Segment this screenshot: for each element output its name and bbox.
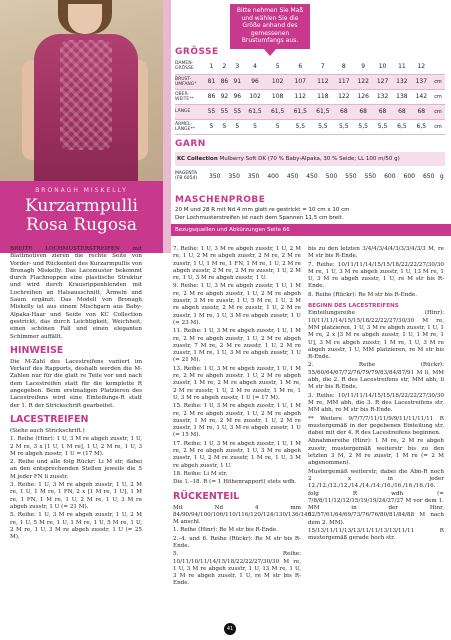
paragraph: Einteilungsreihe (Hinr): 10/11/11/14/15/15/18/22/22/27/30/30 M re, MM platzieren, 1 U, 3 M re abgeh zusstr, 1 U, 1 M re, 2 x [3 M re abgeh zusstr, 1 U, 1 M re, 1 U], 3 M re abgeh zusstr, 1 M re, 1 U, 3 M re abgeh zusstr, 1 U, MM platzieren, re M str bis R-Ende. [308, 310, 444, 361]
column-1 [10, 246, 142, 542]
yarn-amount-cell: 400 [267, 172, 279, 180]
column-2 [173, 246, 312, 589]
paragraph: 18. Reihe: Li M str. [173, 470, 228, 477]
hinweise-heading: HINWEISE [10, 344, 64, 356]
yarn-amount-cell: 450 [306, 172, 318, 180]
paragraph: 13. Reihe: 1 U, 3 M re abgeh zusstr, 1 U, 1 M re, 2 M re abgeh zusstr, 1 U, 2 M re abgeh zusstr, 1 M re, 2 M re abgeh zusstr, 1 M re, 2 M re zusstr, 1 U, 2 M re zusstr, 1 M re, 1 U, 3 M re abgeh zusstr, 1 U (= 17 M). [173, 365, 301, 401]
measure-note: Bitte nehmen Sie Maß und wählen Sie die Größe anhand des gemessenen Brustumfangs aus. [230, 4, 310, 49]
size-cell: 112 [289, 89, 312, 104]
size-row-label: ÄRMEL-LÄNGE** [175, 119, 205, 134]
size-cell: 127 [373, 74, 392, 89]
paragraph: 2. Reihe und alle folg Rückr: Li M str, dabei an den entsprechenden Stellen jeweils die 5 M jeder FN li zusstr. [10, 459, 142, 480]
size-cell: 91 [231, 74, 244, 89]
paragraph: Mit Nd 4 mm 84/90/94/100/106/110/116/120/124/130/136/140 M anschl. [173, 504, 312, 526]
gauge-line-1: 20 M und 28 R mit Nd 4 mm glatt re gestrickt = 10 cm x 10 cm [175, 207, 350, 213]
paragraph: bis zu den letzten 3/4/4/3/4/4/3/3/3/4/3/3 M, re M str bis R-Ende. [308, 246, 444, 260]
yarn-amount-table [175, 168, 445, 184]
paragraph: 15/13/11/11/13/13/11/11/13/13/11/11 R mustergemäß gerade hoch str. [308, 527, 444, 542]
size-cell: 5 [266, 59, 289, 74]
designer-name: BRONAGH MISKELLY [35, 187, 128, 194]
size-cell: 68 [392, 104, 411, 119]
size-cell: 55 [205, 104, 218, 119]
yarn-description [175, 152, 445, 166]
size-unit: cm [431, 104, 445, 119]
size-cell: 86 [218, 74, 231, 89]
size-cell: 6,5 [412, 119, 431, 134]
yarn-amount-cell: 500 [325, 172, 338, 180]
size-cell: 108 [266, 89, 289, 104]
sizes-table [175, 59, 445, 135]
size-cell: 12 [412, 59, 431, 74]
size-row [175, 104, 445, 119]
gauge-text [175, 207, 445, 222]
yarn-amount-cell: 550 [364, 172, 377, 180]
paragraph: 11. Reihe: 1 U, 3 M re abgeh zusstr, 1 U, 1 M re, 2 M re abgeh zusstr, 1 U, 2 M re abgeh zusstr, 7 M re, 2 M re zusstr, 1 U, 2 M re zusstr, 1 M re, 1 U, 3 M re abgeh zusstr, 1 U (= 21 M). [173, 328, 301, 364]
size-cell: 61,5 [266, 104, 289, 119]
size-cell: 5 [205, 119, 218, 134]
paragraph: 1. Reihe (Hinr): 1 U, 3 M re abgeh zusstr, 1 U, 2 M re, 3 x [1 U, 1 M re], 1 U, 2 M re, 1 U, 3 M re abgeh zusstr, 1 U = (17 M). [10, 436, 142, 457]
size-row [175, 59, 445, 74]
title-banner [0, 181, 163, 253]
paragraph: 5. Reihe: 1 U, 3 M re abgeh zusstr, 1 U, 2 M re, 1 U, 5 M re, 1 U, 1 M re, 1 U, 5 M re, 1 U, 2 M re, 1 U, 3 M re abgeh zusstr, 1 U (= 25 M). [10, 512, 142, 541]
size-cell: 1 [205, 59, 218, 74]
size-row [175, 89, 445, 104]
hinweise-text: Die M-Zahl des Lacestreifens variiert im Verlauf des Rapports, deshalb werden die M-Zahlen nur für die glatt re Teile vor und nach dem Lacestreifen statt für die komplette R angegeben. Beim erstmaligen Platzieren des Lacestreifens wird eine Einteilungs-R statt der 1. R der Strickschrift gearbeitet. [10, 358, 142, 409]
size-unit: cm [431, 89, 445, 104]
paragraph: Abnahmereihe (Hinr): 1 M re, 2 M re abgeh zusstr, mustergemäß weiterstr bis zu den letzten 3 M, 2 M re zusstr, 1 M re (= 2 M abgenommen). [308, 438, 444, 467]
yarn-amount-cell: 550 [345, 172, 357, 180]
yarn-desc: Mulberry Soft DK (70 % Baby-Alpaka, 30 % Seide; LL 100 m/50 g) [219, 156, 400, 162]
size-cell: 55 [231, 104, 244, 119]
size-cell: 138 [392, 89, 411, 104]
size-row-label: OBER-WEITE** [175, 89, 205, 104]
yarn-unit: g [439, 172, 444, 180]
paragraph: (Siehe auch Strickschrift.) [10, 427, 85, 434]
paragraph: 3. Reihe: 1 U, 3 M re abgeh zusstr, 1 U, 2 M re, 1 U, 1 M re, 1 FN, 2 x [1 M re, 1 U], 1 M re, 1 FN, 1 M re, 1 U, 2 M re, 1 U, 3 M re abgeh zusstr, 1 U (= 21 M). [10, 482, 142, 510]
size-cell: 5,5 [334, 119, 353, 134]
size-cell: 5,5 [312, 119, 335, 134]
size-row-label: BRUST-UMFANG* [175, 74, 205, 89]
size-cell: 132 [373, 89, 392, 104]
column-3 [308, 246, 444, 544]
size-unit [431, 59, 445, 74]
size-cell: 11 [392, 59, 411, 74]
size-cell: 55 [218, 104, 231, 119]
yarn-amount-cell: 350 [247, 172, 260, 180]
size-cell: 61,5 [312, 104, 335, 119]
size-cell: 122 [334, 89, 353, 104]
size-cell: 96 [244, 74, 267, 89]
sources-bar: Bezugsquellen und Abkürzungen Seite 66 [171, 224, 451, 236]
paragraph: ** Weitere 9/7/7/7/11/11/9/9/11/11/11/11 R mustergemäß in der gegebenen Einteilung str, dabei mit der 4. R des Lacestreifens beginnen. [308, 415, 444, 437]
size-row [175, 74, 445, 89]
size-cell: 2 [218, 59, 231, 74]
size-cell: 132 [392, 74, 411, 89]
size-cell: 96 [231, 89, 244, 104]
size-cell: 68 [334, 104, 353, 119]
lace-panel [60, 40, 112, 150]
paragraph: 8. Reihe (Rückr): Re M str bis R-Ende. [308, 291, 418, 298]
yarn-amount-row [175, 168, 445, 184]
paragraph: 17. Reihe: 1 U, 3 M re abgeh zusstr, 1 U, 1 M re, 2 M re abgeh zusstr, 1 U, 3 M re abgeh zusstr, 1 U, 2 M re zusstr, 1 M re, 1 U, 3 M re abgeh zusstr, 1 U. [173, 440, 301, 469]
size-cell: 102 [266, 74, 289, 89]
size-cell: 102 [244, 89, 267, 104]
lacestreifen-heading: LACESTREIFEN [10, 413, 89, 425]
pink-sidebar [163, 0, 171, 253]
size-cell: 5,5 [289, 119, 312, 134]
size-cell: 9 [354, 59, 373, 74]
paragraph: 7. Reihe: 10/11/11/14/15/15/18/22/22/27/30/30 M re, 1 U, 3 M re abgeh zusstr, 1 U, 13 M re, 1 U, 3 M re abgeh zusstr, 1 U, re M str bis R-Ende. [308, 261, 444, 290]
size-cell: 122 [354, 74, 373, 89]
size-unit: cm [431, 119, 445, 134]
size-cell: 6,5 [392, 119, 411, 134]
yarn-color-label: MAGENTA (FB 6054) [175, 171, 198, 181]
size-cell: 3 [231, 59, 244, 74]
paragraph: 3. Reihe: 10/11/11/14/15/15/18/22/22/27/30/30 M re, MM abh, die 3. R des Lacestreifens str, MM abh, re M str bis R-Ende. [308, 392, 444, 414]
size-cell: 5 [244, 119, 267, 134]
intro-paragraph: BREITE LOCHMUSTERSTREIFEN mit Blattmotiven zieren die rechte Seite von Vorder- und Rückenteil des Kurzarmpullis von Bronagh Miskelly. Das Lacemuster bekommt durch Flachnoppen eine plastische Struktur und wird durch Krausrippenblenden mit Lochreihen an Halsausschnitt, Ärmeln und Saum ergänzt. Das Modell von Bronagh Miskelly ist aus einem Mischgarn aus Baby-Alpaka-Haar und Seide von KC Collection gestrickt, das durch Leichtigkeit, Weichheit, einen schönen Fall und einen eleganten Schimmer auffällt. [10, 246, 142, 340]
paragraph: Mustergemäß weiterstr, dabei die Abn-R noch 2 x in jeder 12./12./12./12./14./14./14./16./16./16./16./16. folg R wdh (= 7/8/8/11/12/12/15/19/19/24/27/27 M vor dem 1. MM in der Hinr, 52/57/61/64/69/73/76/76/80/81/84/88 M nach dem 2. MM). [308, 468, 444, 526]
size-cell: 10 [373, 59, 392, 74]
yarn-amount-cell: 650 [422, 172, 435, 180]
size-cell: 68 [412, 104, 431, 119]
title-line-2: Rosa Rugosa [25, 215, 138, 235]
paragraph: 5. Reihe: 10/11/10/11/14/15/18/22/22/27/30/30 M re, 1 U, 3 M re abgeh zusstr, 1 U, 13 M re, 1 U, 3 M re abgeh zusstr, 1 U, re M str bis R-Ende. [173, 551, 301, 587]
yarn-brand: KC Collection [177, 156, 218, 162]
yarn-amount-cell: 600 [403, 172, 415, 180]
sizes-heading: GRÖSSE [175, 47, 219, 57]
size-cell: 107 [289, 74, 312, 89]
size-cell: 112 [312, 74, 335, 89]
rueckenteil-heading: RÜCKENTEIL [173, 490, 240, 502]
size-row-label: DAMEN-GRÖSSE [175, 59, 205, 74]
size-cell: 117 [334, 74, 353, 89]
size-cell: 5 [231, 119, 244, 134]
gauge-heading: MASCHENPROBE [175, 195, 266, 205]
size-row [175, 119, 445, 134]
size-cell: 92 [218, 89, 231, 104]
size-cell: 68 [373, 104, 392, 119]
size-cell: 5,5 [373, 119, 392, 134]
paragraph: 9. Reihe: 1 U, 3 M re abgeh zusstr, 1 U, 1 M re, 2 M re abgeh zusstr, 1 U, 2 M re abgeh zusstr, 3 M re zusstr, 1 U, 5 M re, 1 U, 2 M re abgeh zusstr, 2 M re zusstr, 1 U, 2 M re zusstr, 1 M re, 1 U, 3 M re abgeh zusstr, 1 U (= 23 M). [173, 283, 301, 326]
paragraph: 7. Reihe: 1 U, 3 M re abgeh zusstr, 1 U, 2 M re, 1 U, 2 M re abgeh zusstr, 2 M re, 2 M re zusstr, 1 U, 1 M re, 1 FN, 1 M re, 1 U, 2 M re abgeh zusstr, 2 M re, 2 M re zusstr, 1 U, 2 M re, 1 U, 3 M re abgeh zusstr, 1 U. [173, 246, 301, 282]
size-row-label: LÄNGE [175, 104, 205, 119]
yarn-amount-cell: 350 [228, 172, 240, 180]
size-cell: 86 [205, 89, 218, 104]
size-cell: 118 [312, 89, 335, 104]
size-cell: 61,5 [244, 104, 267, 119]
size-cell: 8 [334, 59, 353, 74]
size-cell: 5 [218, 119, 231, 134]
yarn-amount-cell: 600 [384, 172, 396, 180]
size-cell: 4 [244, 59, 267, 74]
size-cell: 61,5 [289, 104, 312, 119]
size-cell: 142 [412, 89, 431, 104]
model-face [68, 4, 102, 34]
model-photo [0, 0, 163, 181]
title-line-1: Kurzarmpulli [25, 196, 138, 216]
page-number: 41 [224, 623, 236, 635]
size-cell: 7 [312, 59, 335, 74]
garn-heading: GARN [175, 139, 206, 149]
paragraph: 1. Reihe (Hinr): Re M str bis R-Ende. [173, 527, 278, 534]
paragraph: 2.–4. und 6. Reihe (Rückr): Re M str bis R-Ende. [173, 535, 301, 549]
lace-start-subheading: BEGINN DES LACESTREIFENS [308, 303, 399, 310]
size-cell: 6 [289, 59, 312, 74]
yarn-amount-cell: 350 [209, 172, 221, 180]
paragraph: 2. Reihe (Rückr): 55/60/64/67/72/76/79/79/83/84/87/91 M li, MM abh, die 2. R des Lacestreifens str, MM abh, li M str bis R-Ende. [308, 362, 444, 391]
size-cell: 68 [354, 104, 373, 119]
size-unit: cm [431, 74, 445, 89]
size-cell: 137 [412, 74, 431, 89]
size-cell: 81 [205, 74, 218, 89]
paragraph: Die 1.–18. R (= 1 Höhenrapport) stets wdh. [173, 479, 297, 486]
gauge-line-2: Der Lochmusterstreifen ist nach dem Spannen 11,5 cm breit. [175, 214, 344, 221]
size-cell: 5,5 [354, 119, 373, 134]
size-cell: 126 [354, 89, 373, 104]
size-cell: 5 [266, 119, 289, 134]
yarn-amount-cell: 450 [286, 172, 299, 180]
paragraph: 15. Reihe: 1 U, 3 M re abgeh zusstr, 1 U, 1 M re, 2 M re abgeh zusstr, 1 U, 2 M re abgeh zusstr, 1 M re, 2 M re zusstr, 1 U, 2 M re zusstr, 1 M re, 1 U, 3 M re abgeh zusstr, 1 U (= 15 M). [173, 403, 301, 439]
